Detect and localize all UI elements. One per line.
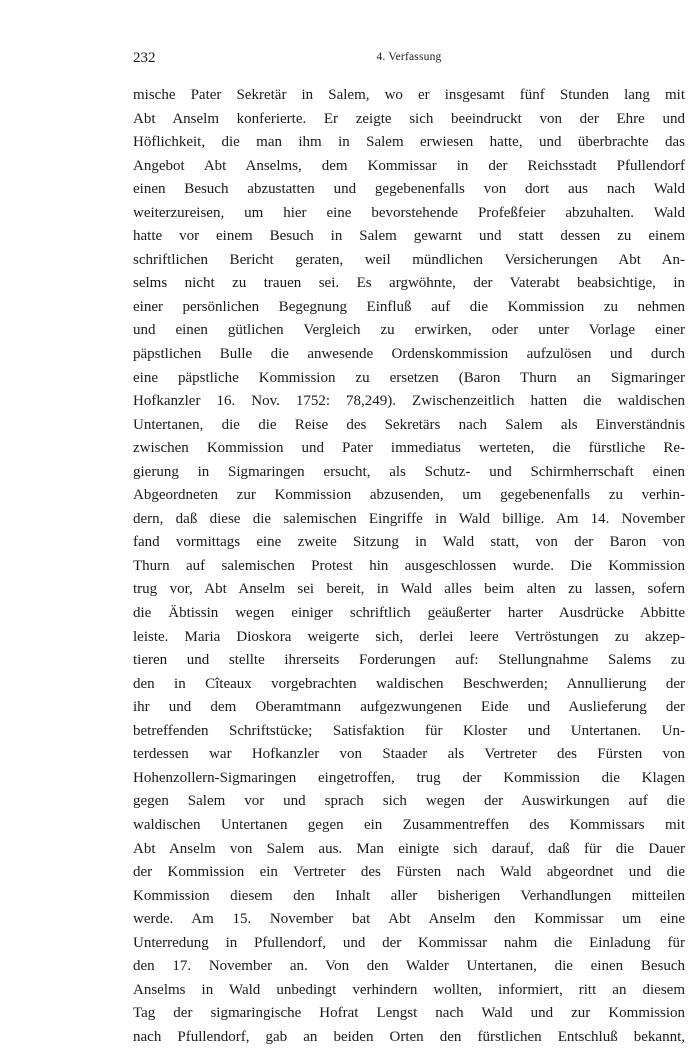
text-line: Hohenzollern-Sigmaringen eingetroffen, trug der Kommission die Klagen <box>133 769 685 786</box>
text-line: der Kommission ein Vertreter des Fürsten nach Wald abgeordnet und die <box>133 864 685 881</box>
text-line: werde. Am 15. November bat Abt Anselm den Kommissar um eine <box>133 911 685 928</box>
text-line: Abt Anselm von Salem aus. Man einigte sich darauf, daß für die Dauer <box>133 840 685 857</box>
text-line: ihr und dem Oberamtmann aufgezwungenen Eide und Auslieferung der <box>133 699 685 716</box>
book-page <box>133 50 685 1049</box>
text-line: Anselms in Wald unbedingt verhindern wollten, informiert, ritt an diesem <box>133 981 685 998</box>
text-line: selms nicht zu trauen sei. Es argwöhnte, der Vaterabt beabsichtige, in <box>133 275 685 292</box>
text-line: betreffenden Schriftstücke; Satisfaktion für Kloster und Untertanen. Un- <box>133 722 685 739</box>
text-line: Hofkanzler 16. Nov. 1752: 78,249). Zwischenzeitlich hatten die waldischen <box>133 393 685 410</box>
text-line: mische Pater Sekretär in Salem, wo er insgesamt fünf Stunden lang mit <box>133 87 685 103</box>
body-text <box>133 84 685 1049</box>
text-line: gegen Salem vor und sprach sich wegen der Auswirkungen auf die <box>133 793 685 810</box>
text-line: tieren und stellte ihrerseits Forderungen auf: Stellungnahme Salems zu <box>133 652 685 669</box>
text-line: schriftlichen Bericht geraten, weil mündlichen Versicherungen Abt An- <box>133 251 685 268</box>
text-line: die Äbtissin wegen einiger schriftlich geäußerter harter Ausdrücke Abbitte <box>133 605 685 622</box>
text-line: trug vor, Abt Anselm sei bereit, in Wald alles beim alten zu lassen, sofern <box>133 581 685 598</box>
text-line: leiste. Maria Dioskora weigerte sich, derlei leere Vertröstungen zu akzep- <box>133 628 685 645</box>
text-line: einer persönlichen Begegnung Einfluß auf die Kommission zu nehmen <box>133 298 685 315</box>
chapter-title: 4. Verfassung <box>376 51 442 63</box>
text-line: hatte vor einem Besuch in Salem gewarnt und statt dessen zu einem <box>133 228 685 245</box>
text-line: weiterzureisen, um hier eine bevorstehende Profeßfeier abzuhalten. Wald <box>133 204 685 221</box>
running-head <box>133 50 685 74</box>
text-line: Kommission diesem den Inhalt aller bisherigen Verhandlungen mitteilen <box>133 887 685 904</box>
text-line: eine päpstliche Kommission zu ersetzen (Baron Thurn an Sigmaringer <box>133 369 685 386</box>
text-line: den in Cîteaux vorgebrachten waldischen Beschwerden; Annullierung der <box>133 675 685 692</box>
text-line: Thurn auf salemischen Protest hin ausgeschlossen wurde. Die Kommission <box>133 557 685 574</box>
text-line: Abt Anselm konferierte. Er zeigte sich beeindruckt von der Ehre und <box>133 110 685 127</box>
text-line: gierung in Sigmaringen ersucht, als Schutz- und Schirmherrschaft einen <box>133 463 685 480</box>
text-line: Unterredung in Pfullendorf, und der Kommissar nahm die Einladung für <box>133 934 685 951</box>
text-line: den 17. November an. Von den Walder Untertanen, die einen Besuch <box>133 958 685 975</box>
text-line: Tag der sigmaringische Hofrat Lengst nach Wald und zur Kommission <box>133 1005 685 1022</box>
text-line: waldischen Untertanen gegen ein Zusammentreffen des Kommissars mit <box>133 816 685 833</box>
page-number: 232 <box>133 50 156 66</box>
text-line: nach Pfullendorf, gab an beiden Orten den fürstlichen Entschluß bekannt, <box>133 1028 685 1045</box>
text-line: Angebot Abt Anselms, dem Kommissar in der Reichsstadt Pfullendorf <box>133 157 685 174</box>
text-line: fand vormittags eine zweite Sitzung in Wald statt, von der Baron von <box>133 534 685 551</box>
text-line: päpstlichen Bulle die anwesende Ordenskommission aufzulösen und durch <box>133 346 685 363</box>
text-line: Abgeordneten zur Kommission abzusenden, um gegebenenfalls zu verhin- <box>133 487 685 504</box>
text-line: einen Besuch abzustatten und gegebenenfalls von dort aus nach Wald <box>133 181 685 198</box>
text-line: Höflichkeit, die man ihm in Salem erwiesen hatte, und überbrachte das <box>133 134 685 151</box>
text-line: dern, daß diese die salemischen Eingriffe in Wald billige. Am 14. November <box>133 510 685 527</box>
text-line: Untertanen, die die Reise des Sekretärs nach Salem als Einverständnis <box>133 416 685 433</box>
text-line: und einen gütlichen Vergleich zu erwirken, oder unter Vorlage einer <box>133 322 685 339</box>
text-line: terdessen war Hofkanzler von Staader als Vertreter des Fürsten von <box>133 746 685 763</box>
text-line: zwischen Kommission und Pater immediatus werteten, die fürstliche Re- <box>133 440 685 457</box>
